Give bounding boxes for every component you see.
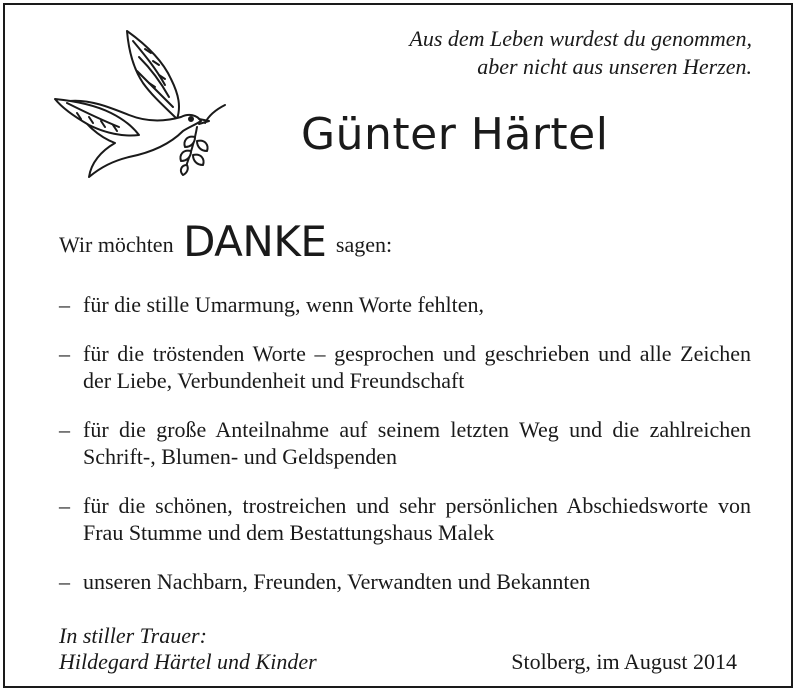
quote-line-1: Aus dem Leben wurdest du genommen, — [409, 26, 752, 51]
list-dash: – — [59, 341, 70, 366]
list-dash: – — [59, 292, 70, 317]
list-dash: – — [59, 569, 70, 594]
memorial-quote — [265, 25, 752, 81]
list-item — [59, 416, 751, 470]
list-item-text: für die tröstenden Worte – gesprochen und geschrieben und alle Zeichen der Liebe, Verbundenheit und Freundschaft — [83, 341, 751, 393]
place-and-date: Stolberg, im August 2014 — [511, 649, 737, 674]
thanks-emphasis: DANKE — [183, 217, 327, 266]
thanks-heading — [59, 217, 392, 266]
list-item-text: für die große Anteilnahme auf seinem letzten Weg und die zahlreichen Schrift-, Blumen- und Geldspenden — [83, 417, 751, 469]
list-item — [59, 291, 751, 318]
signature-block — [59, 623, 317, 675]
quote-line-2: aber nicht aus unseren Herzen. — [477, 54, 752, 79]
deceased-name: Günter Härtel — [301, 109, 609, 160]
thanks-list — [59, 291, 751, 617]
list-dash: – — [59, 417, 70, 442]
list-item-text: unseren Nachbarn, Freunden, Verwandten und Bekannten — [83, 569, 591, 594]
notice-frame — [3, 3, 793, 688]
list-item — [59, 340, 751, 394]
dove-with-olive-branch-icon — [49, 27, 231, 185]
list-item — [59, 492, 751, 546]
list-item-text: für die schönen, trostreichen und sehr persönlichen Abschiedsworte von Frau Stumme und dem Bestattungshaus Malek — [83, 493, 751, 545]
list-item — [59, 568, 751, 595]
thanks-suffix: sagen: — [335, 232, 393, 257]
list-item-text: für die stille Umarmung, wenn Worte fehlten, — [83, 292, 485, 317]
list-dash: – — [59, 493, 70, 518]
thanks-prefix: Wir möchten — [59, 232, 174, 257]
signature-line-1: In stiller Trauer: — [59, 623, 207, 648]
signature-line-2: Hildegard Härtel und Kinder — [59, 649, 317, 674]
